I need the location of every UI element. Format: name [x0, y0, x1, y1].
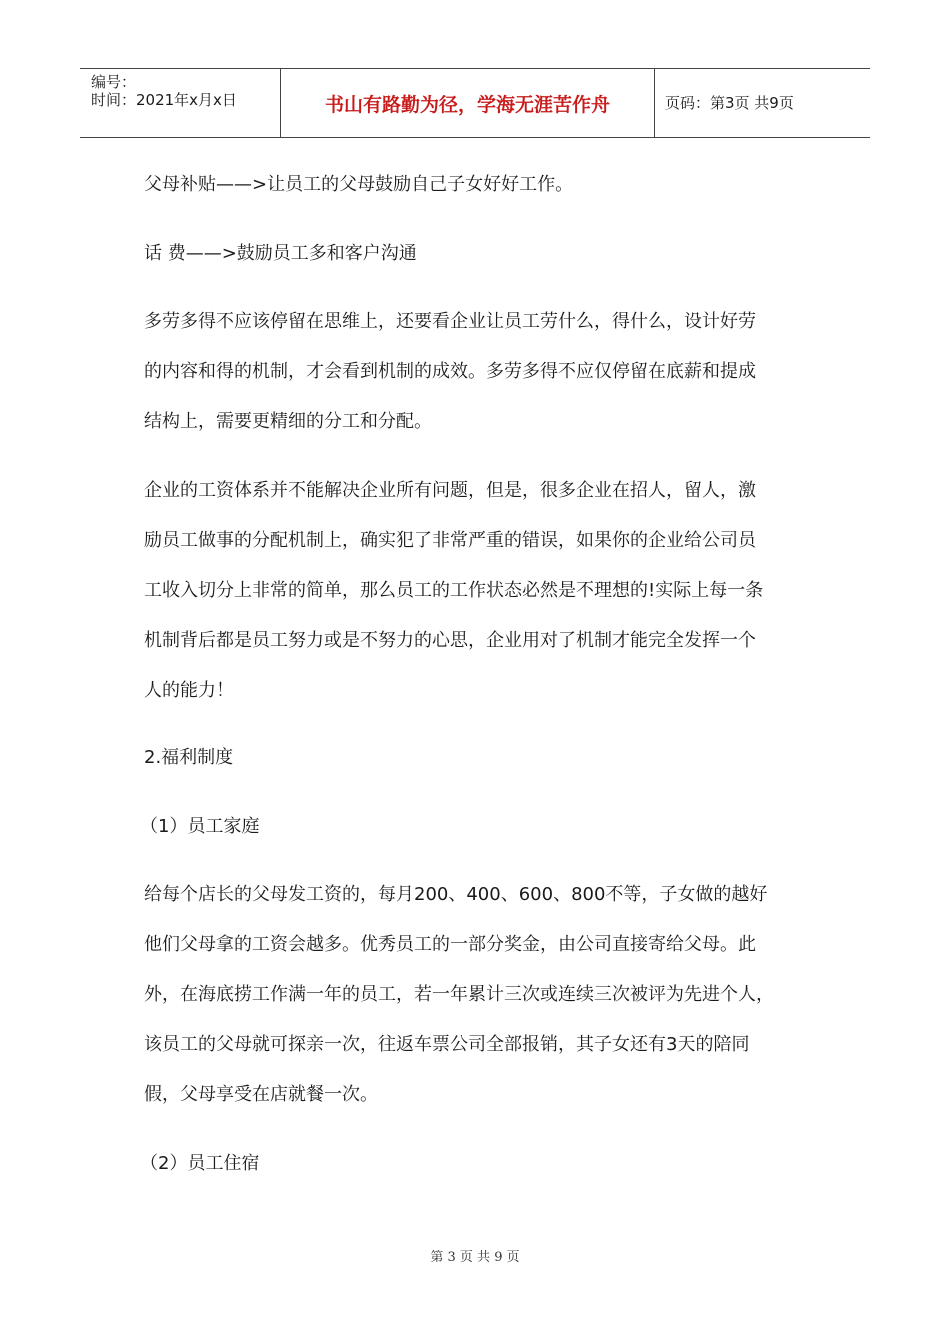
paragraph-salary-system: [144, 466, 814, 716]
doc-number-label: 编号：: [91, 73, 137, 91]
subheading-employee-family: （1）员工家庭: [140, 816, 260, 837]
text-line: 励员工做事的分配机制上，确实犯了非常严重的错误，如果你的企业给公司员: [144, 530, 756, 551]
header-page-cell: [655, 69, 870, 137]
header-motto: 书山有路勤为径，学海无涯苦作舟: [324, 94, 610, 116]
paragraph-more-work-more-pay: [144, 297, 814, 447]
section-heading-welfare: 2.福利制度: [144, 747, 234, 768]
header-page-info: 页码：第3页 共9页: [665, 94, 794, 112]
page-header: [80, 68, 870, 138]
text-line: 的内容和得的机制，才会看到机制的成效。多劳多得不应仅停留在底薪和提成: [144, 361, 756, 382]
subheading-employee-housing: （2）员工住宿: [140, 1153, 260, 1174]
text-line: 工收入切分上非常的简单，那么员工的工作状态必然是不理想的!实际上每一条: [144, 580, 764, 601]
text-line: 结构上，需要更精细的分工和分配。: [144, 411, 432, 432]
text-line: 人的能力！: [144, 680, 234, 701]
text-line: 机制背后都是员工努力或是不努力的心思，企业用对了机制才能完全发挥一个: [144, 630, 756, 651]
text-line: 假，父母享受在店就餐一次。: [144, 1084, 378, 1105]
text-line: 外，在海底捞工作满一年的员工，若一年累计三次或连续三次被评为先进个人，: [144, 984, 774, 1005]
paragraph-parent-subsidy: 父母补贴——>让员工的父母鼓励自己子女好好工作。: [144, 174, 574, 195]
text-line: 企业的工资体系并不能解决企业所有问题，但是，很多企业在招人，留人，激: [144, 480, 756, 501]
paragraph-family-benefits: [144, 870, 814, 1120]
text-line: 他们父母拿的工资会越多。优秀员工的一部分奖金，由公司直接寄给父母。此: [144, 934, 756, 955]
text-line: 该员工的父母就可探亲一次，往返车票公司全部报销，其子女还有3天的陪同: [144, 1034, 750, 1055]
text-line: 多劳多得不应该停留在思维上，还要看企业让员工劳什么，得什么，设计好劳: [144, 311, 756, 332]
doc-time-label: 时间：2021年x月x日: [91, 91, 237, 109]
header-meta-cell: [80, 69, 281, 137]
page-footer: 第 3 页 共 9 页: [430, 1250, 520, 1265]
text-line: 给每个店长的父母发工资的，每月200、400、600、800不等，子女做的越好: [144, 884, 768, 905]
paragraph-phone-fee: 话 费——>鼓励员工多和客户沟通: [144, 243, 417, 264]
header-motto-cell: [281, 69, 655, 137]
